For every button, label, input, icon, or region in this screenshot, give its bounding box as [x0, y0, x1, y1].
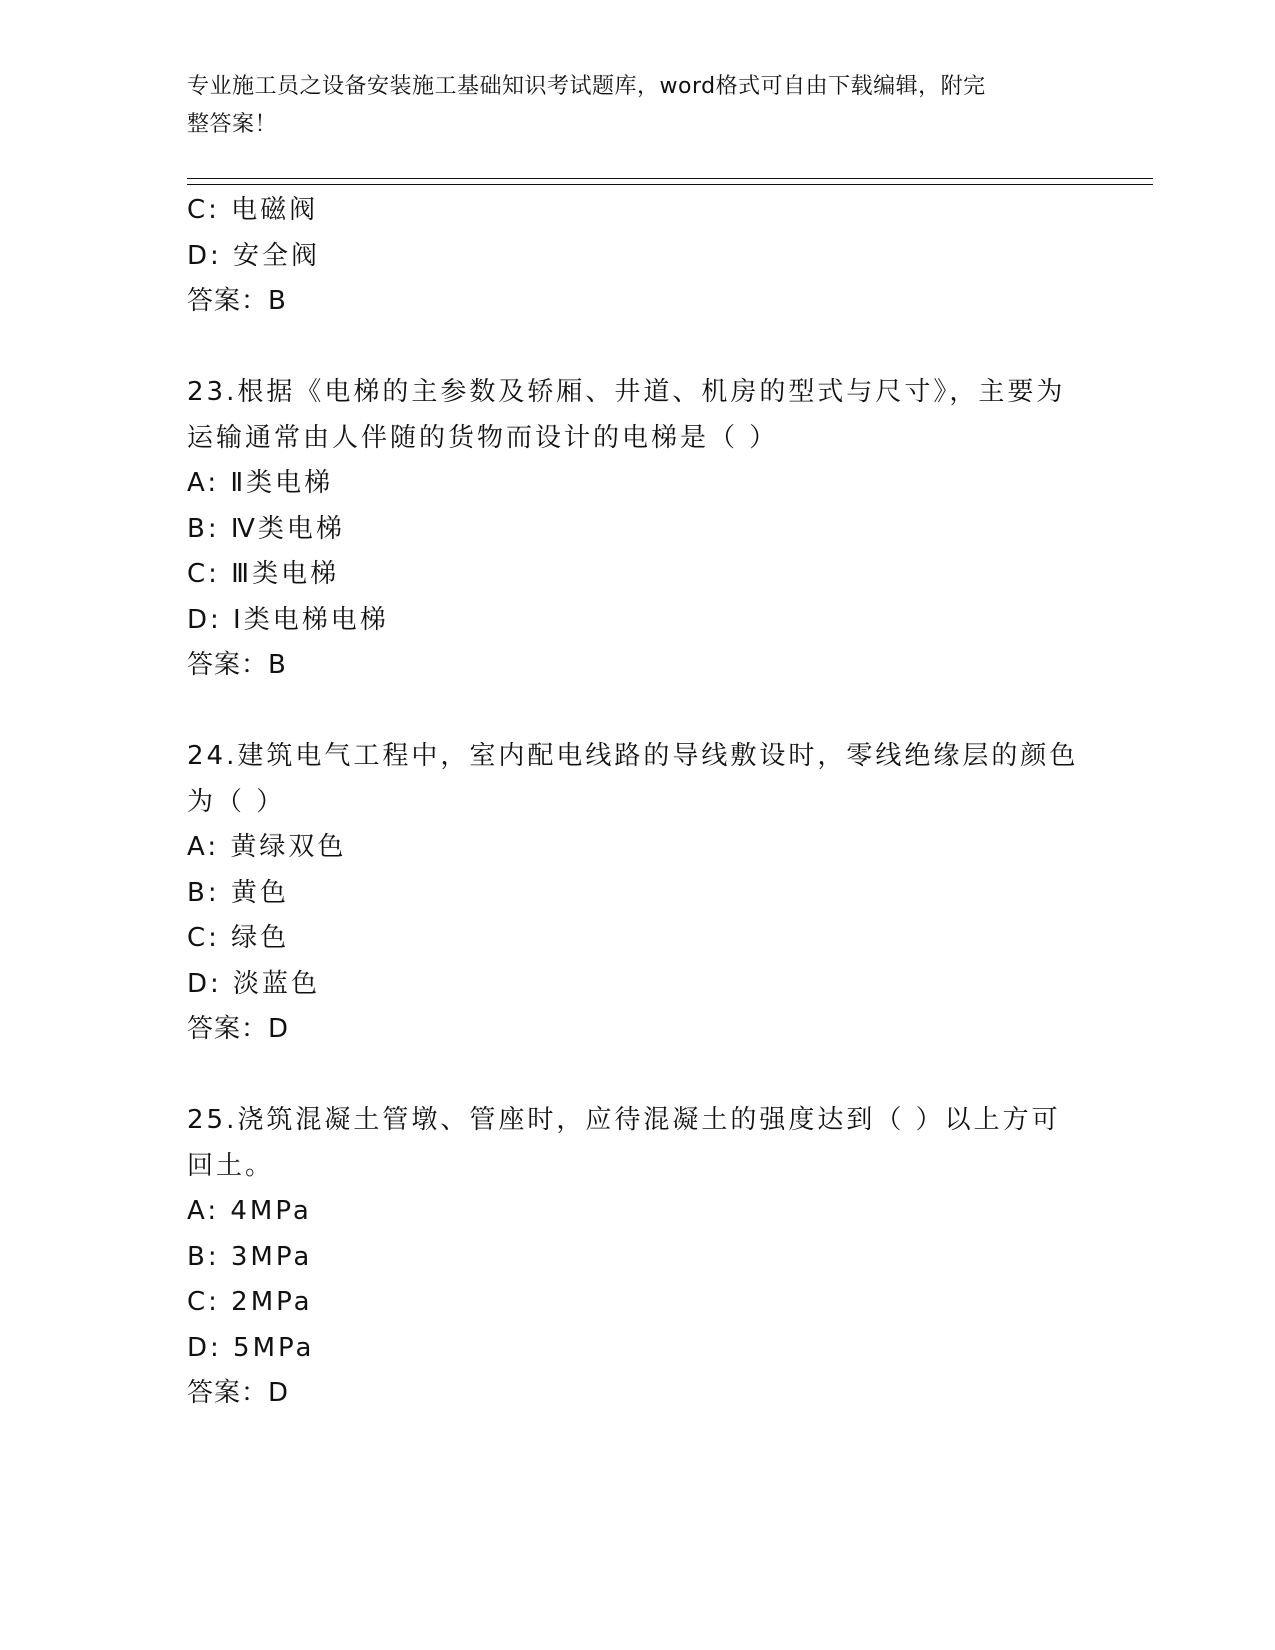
answer: 答案：D: [187, 1378, 290, 1408]
option-c: C: Ⅲ类电梯: [187, 559, 340, 589]
option-c: C: 电磁阀: [187, 195, 319, 225]
option-c: C: 2MPa: [187, 1287, 313, 1317]
spacer: [187, 1053, 1087, 1099]
header-line-1: 专业施工员之设备安装施工基础知识考试题库，word格式可自由下载编辑，附完: [187, 74, 986, 99]
option-a: A: Ⅱ类电梯: [187, 468, 334, 498]
question-stem: 为（ ）: [187, 786, 286, 817]
option-d: D: 安全阀: [187, 240, 321, 271]
option-b: B: Ⅳ类电梯: [187, 513, 345, 544]
answer: 答案：B: [187, 286, 287, 316]
option-d: D: 淡蓝色: [187, 968, 321, 999]
question-stem: 回土。: [187, 1150, 275, 1181]
question-stem: 24.建筑电气工程中，室内配电线路的导线敷设时，零线绝缘层的颜色: [187, 741, 1079, 771]
question-stem: 25.浇筑混凝土管墩、管座时，应待混凝土的强度达到（ ）以上方可: [187, 1105, 1061, 1135]
question-24: [187, 734, 1087, 1053]
option-a: A: 4MPa: [187, 1196, 312, 1226]
answer: 答案：D: [187, 1014, 290, 1044]
question-23: [187, 370, 1087, 689]
spacer: [187, 689, 1087, 735]
prev-question-tail: [187, 188, 1087, 325]
header-divider: [187, 178, 1153, 185]
question-stem: 运输通常由人伴随的货物而设计的电梯是（ ）: [187, 422, 779, 453]
answer: 答案：B: [187, 650, 287, 680]
header-line-2: 整答案！: [187, 112, 278, 137]
option-d: D: Ⅰ类电梯电梯: [187, 604, 389, 635]
option-b: B: 黄色: [187, 877, 289, 908]
page-header: [187, 68, 1067, 144]
question-stem: 23.根据《电梯的主参数及轿厢、井道、机房的型式与尺寸》，主要为: [187, 377, 1066, 407]
spacer: [187, 325, 1087, 371]
option-d: D: 5MPa: [187, 1332, 315, 1363]
document-body: [187, 188, 1087, 1417]
option-b: B: 3MPa: [187, 1241, 313, 1272]
option-a: A: 黄绿双色: [187, 832, 347, 862]
question-25: [187, 1098, 1087, 1417]
option-c: C: 绿色: [187, 923, 290, 953]
